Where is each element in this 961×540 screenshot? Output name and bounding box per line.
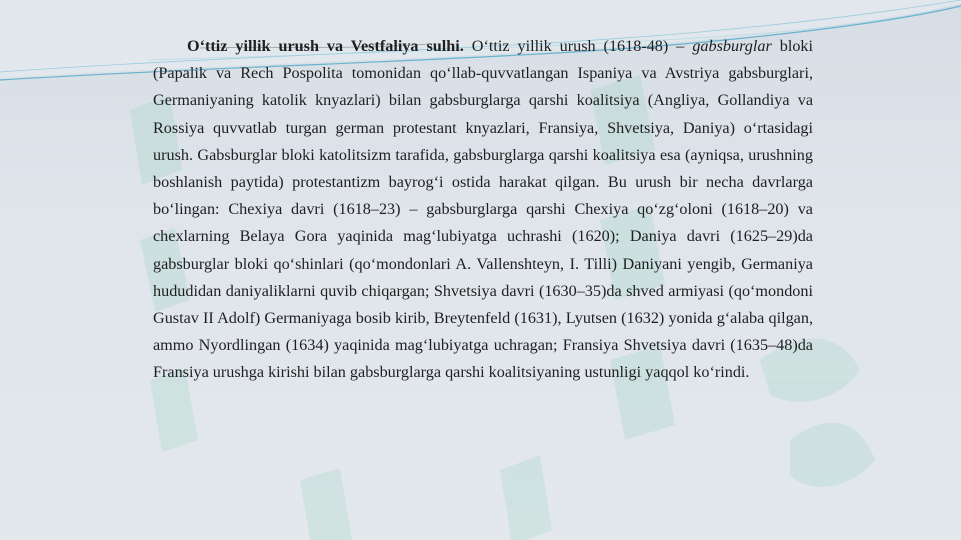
paragraph-intro: O‘ttiz yillik urush (1618-48) –: [463, 37, 693, 55]
paragraph-italic-term: gabsburglar: [692, 37, 772, 55]
paragraph-text: bloki (Papalik va Rech Pospolita tomonidan qo‘llab-quvvatlangan Ispaniya va Avstriya gabsburglari, Germaniyaning katolik knyazlari) bilan gabsburglarga qarshi koalitsiya (Angliya, Gollandiya va Rossiya quvvatlab turgan german protestant knyazlari, Fransiya, Shvetsiya, Daniya) o‘rtasidagi urush. Gabsburglar bloki katolitsizm tarafida, gabsburglarga qarshi koalitsiya esa (ayniqsa, urushning boshlanish paytida) protestantizm bayrog‘i ostida harakat qilgan. Bu urush bir necha davrlarga bo‘lingan: Chexiya davri (1618–23) – gabsburglarga qarshi Chexiya qo‘zg‘oloni (1618–20) va chexlarning Belaya Gora yaqinida mag‘lubiyatga uchrashi (1620); Daniya davri (1625–29)da gabsburglar bloki qo‘shinlari (qo‘mondonlari A. Vallenshteyn, I. Tilli) Daniyani yengib, Germaniya hududidan daniyaliklarni quvib chiqargan; Shvetsiya davri (1630–35)da shved armiyasi (qo‘mondoni Gustav II Adolf) Germaniyaga bosib kirib, Breytenfeld (1631), Lyutsen (1632) yonida g‘alaba qilgan, ammo Nyordlingan (1634) yaqinida mag‘lubiyatga uchragan; Fransiya Shvetsiya davri (1635–48)da Fransiya urushga kirishi bilan gabsburglarga qarshi koalitsiyaning ustunligi yaqqol ko‘rindi.: [153, 37, 814, 382]
slide-body: [153, 33, 813, 387]
paragraph-title: O‘ttiz yillik urush va Vestfaliya sulhi.: [187, 37, 464, 55]
